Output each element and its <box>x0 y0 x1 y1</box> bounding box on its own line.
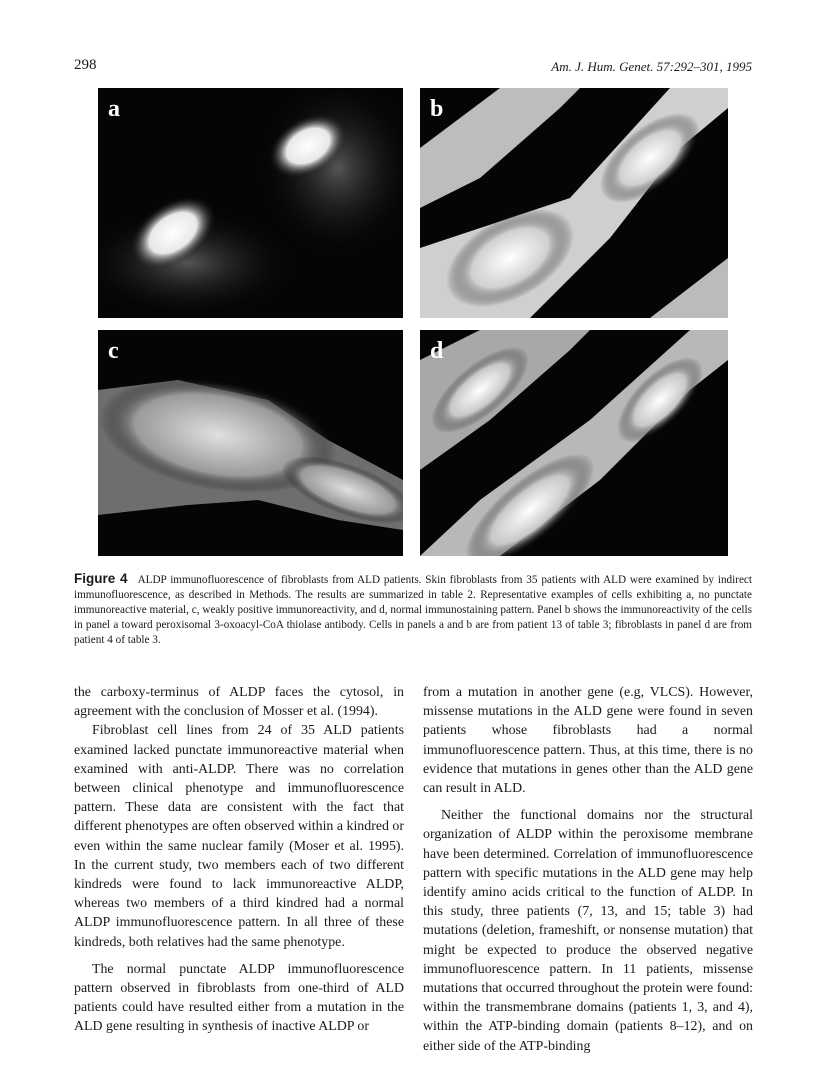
figure-panel-a <box>98 88 403 318</box>
figure-panel-d <box>420 330 728 556</box>
paragraph: Neither the functional domains nor the structural organization of ALDP within the peroxisome membrane have been determined. Correlation of immunofluorescence pattern with specific mutations in the ALD gene may help identify amino acids critical to the function of ALDP. In this study, three patients (7, 13, and 15; table 3) had mutations (deletion, frameshift, or nonsense mutation) that might be expected to produce the observed negative immunofluorescence pattern. In 11 patients, missense mutations that occurred throughout the protein were found: within the transmembrane domains (patients 1, 3, and 4), within the ATP-binding domain (patients 8–12), and on either side of the ATP-binding <box>423 808 753 1054</box>
panel-a-micrograph <box>98 88 403 318</box>
panel-c-micrograph <box>98 330 403 556</box>
panel-label-d: d <box>430 338 444 364</box>
figure-caption <box>74 571 752 648</box>
paragraph: The normal punctate ALDP immunofluorescence pattern observed in fibroblasts from one-third of ALD patients could have resulted either from a mutation in the ALD gene resulting in synthesis of inactive ALDP or <box>74 961 404 1035</box>
panel-b-micrograph <box>420 88 728 318</box>
running-header <box>74 57 752 79</box>
paragraph: Fibroblast cell lines from 24 of 35 ALD patients examined lacked punctate immunoreactive material when examined with anti-ALDP. There was no correlation between clinical phenotype and immunofluorescence pattern. These data are consistent with the fact that different phenotypes are often observed within a kindred or even within the same nuclear family (Moser et al. 1995). In the current study, two members each of two different kindreds were found to lack immunoreactive ALDP, whereas two members of a third kindred had a normal ALDP immunofluorescence pattern. In all three of these kindreds, both relatives had the same phenotype. <box>74 723 404 950</box>
panel-d-micrograph <box>420 330 728 556</box>
figure-label: Figure 4 <box>74 571 128 586</box>
panel-label-c: c <box>108 338 119 364</box>
panel-label-a: a <box>108 96 120 122</box>
body-column-right <box>423 683 753 1056</box>
page-number: 298 <box>74 57 97 73</box>
paragraph: from a mutation in another gene (e.g, VLCS). However, missense mutations in the ALD gene were found in seven patients whose fibroblasts had a normal immunofluorescence pattern. Thus, at this time, there is no evidence that mutations in genes other than the ALD gene can result in ALD. <box>423 685 753 797</box>
paragraph: the carboxy-terminus of ALDP faces the cytosol, in agreement with the conclusion of Mosser et al. (1994). <box>74 685 404 720</box>
panel-label-b: b <box>430 96 444 122</box>
journal-reference: Am. J. Hum. Genet. 57:292–301, 1995 <box>551 59 752 74</box>
figure-caption-text: ALDP immunofluorescence of fibroblasts from ALD patients. Skin fibroblasts from 35 patients with ALD were examined by indirect immunofluorescence, as described in Methods. The results are summarized in table 2. Representative examples of cells exhibiting a, no punctate immunoreactive material, c, weakly positive immunoreactivity, and d, normal immunostaining pattern. Panel b shows the immunoreactivity of the cells in panel a toward peroxisomal 3-oxoacyl-CoA thiolase antibody. Cells in panels a and b are from patient 13 of table 3; fibroblasts in panel d are from patient 4 of table 3. <box>74 574 753 646</box>
figure-panel-c <box>98 330 403 556</box>
body-column-left <box>74 683 404 1037</box>
figure-panel-b <box>420 88 728 318</box>
